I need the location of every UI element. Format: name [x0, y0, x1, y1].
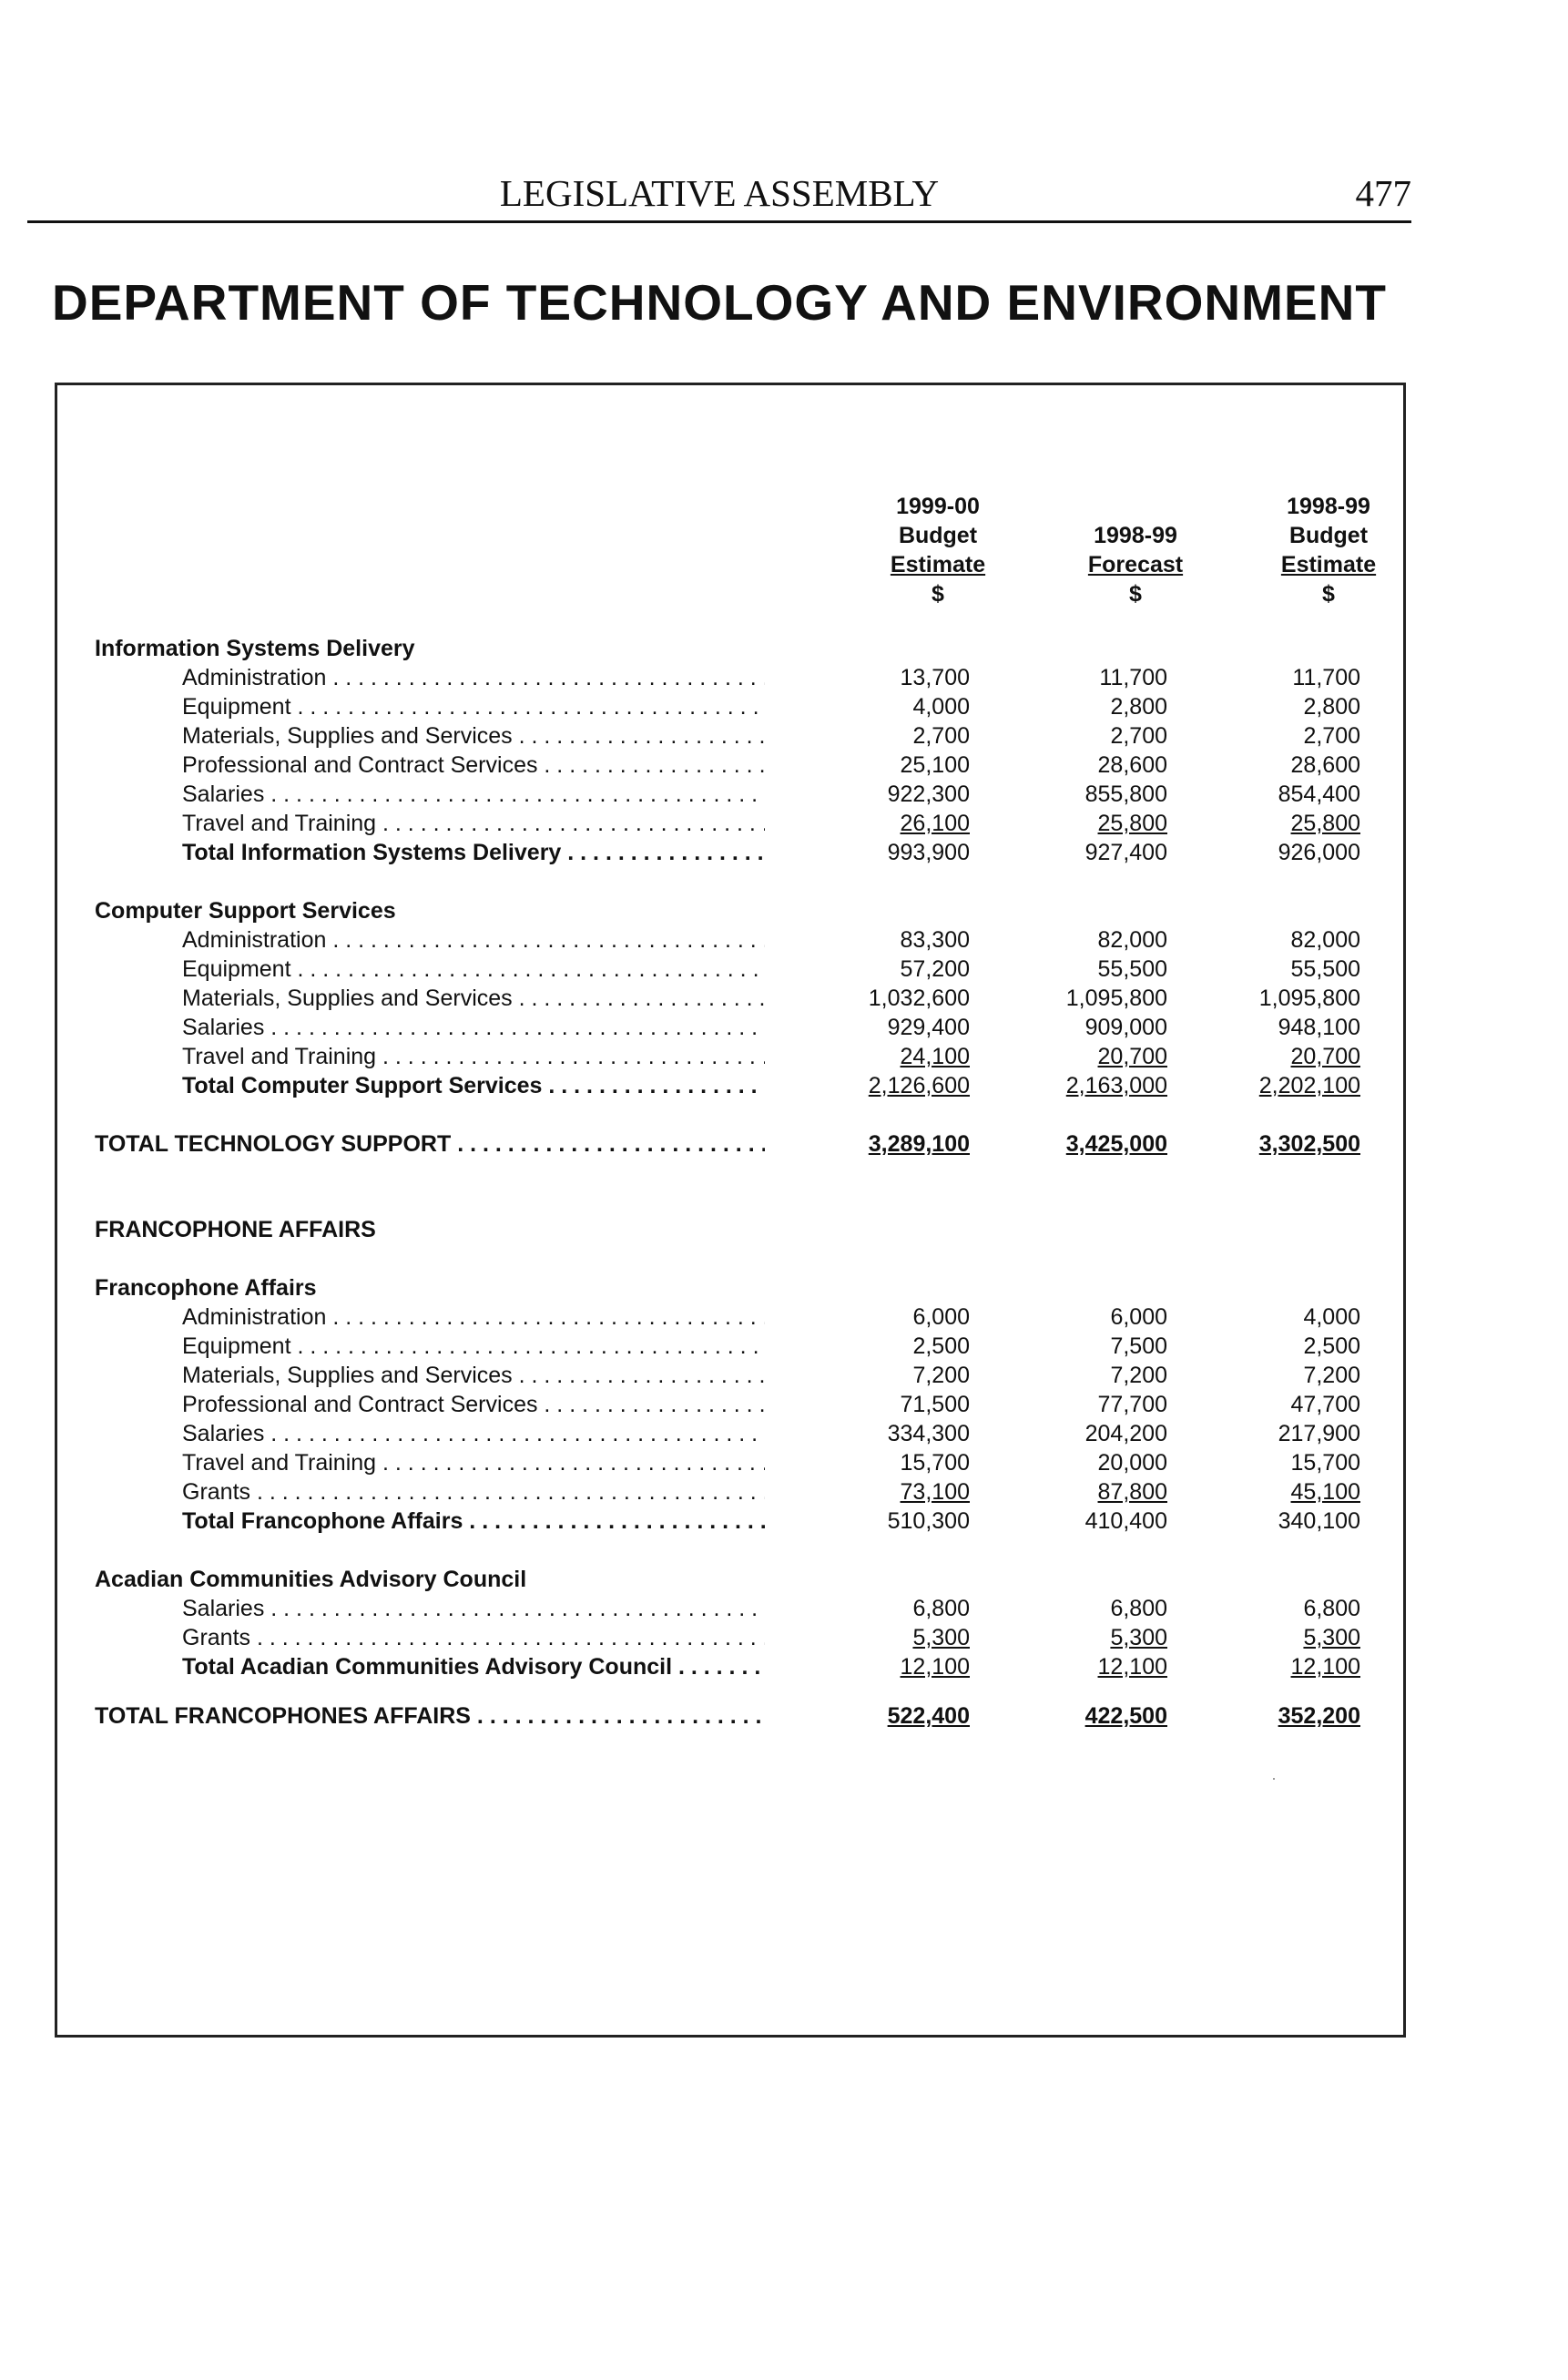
row-value: 5,300: [1110, 1625, 1167, 1650]
subtotal-row: [0, 840, 1568, 869]
row-value: 55,500: [1097, 956, 1167, 982]
row-value: 1,095,800: [1258, 986, 1360, 1011]
row-label: Equipment . . .: [182, 694, 765, 720]
column-header-budget-estimate-1998-99: [1210, 492, 1447, 608]
row-value: 204,200: [1084, 1421, 1167, 1446]
subtotal-row: [0, 1508, 1568, 1537]
grand-total-row: [0, 1703, 1568, 1732]
table-row: [0, 1044, 1568, 1073]
row-value: 7,500: [1110, 1333, 1167, 1359]
group-heading-label: Computer Support Services: [95, 898, 396, 924]
row-value: 5,300: [912, 1625, 970, 1650]
page-number: 477: [1355, 172, 1411, 214]
grand-total-value: 3,425,000: [1065, 1131, 1167, 1157]
subtotal-label: Total Francophone Affairs . . .: [182, 1508, 765, 1535]
row-label: Travel and Training . . .: [182, 1450, 765, 1476]
row-value: 948,100: [1278, 1015, 1360, 1040]
row-label: Travel and Training . . .: [182, 1044, 765, 1070]
row-value: 87,800: [1097, 1479, 1167, 1505]
row-value: 6,800: [1303, 1596, 1360, 1621]
row-value: 25,100: [900, 752, 970, 778]
subtotal-value: 993,900: [887, 840, 970, 865]
column-header-line: 1998-99: [1287, 494, 1370, 519]
row-value: 2,800: [1110, 694, 1167, 720]
row-label: Grants . . .: [182, 1625, 765, 1651]
row-value: 2,700: [1110, 723, 1167, 749]
row-value: 4,000: [1303, 1304, 1360, 1330]
subtotal-value: 926,000: [1278, 840, 1360, 865]
row-value: 77,700: [1097, 1392, 1167, 1417]
scan-speck: [1273, 1778, 1275, 1780]
subtotal-value: 12,100: [900, 1654, 970, 1680]
subtotal-value: 2,202,100: [1258, 1073, 1360, 1098]
subtotal-value: 927,400: [1084, 840, 1167, 865]
row-label: Salaries . . .: [182, 1015, 765, 1041]
grand-total-value: 3,302,500: [1258, 1131, 1360, 1157]
group-heading-label: Francophone Affairs: [95, 1275, 317, 1301]
row-value: 83,300: [900, 927, 970, 953]
table-row: [0, 694, 1568, 723]
subtotal-value: 12,100: [1290, 1654, 1360, 1680]
subtotal-value: 2,126,600: [868, 1073, 970, 1098]
group-heading-label: Information Systems Delivery: [95, 636, 415, 661]
group-heading-label: Acadian Communities Advisory Council: [95, 1567, 527, 1592]
row-value: 217,900: [1278, 1421, 1360, 1446]
column-header-unit: $: [932, 581, 944, 607]
group-heading: [0, 636, 1568, 665]
row-label: Materials, Supplies and Services . . .: [182, 723, 765, 750]
grand-total-row: [0, 1131, 1568, 1160]
row-value: 15,700: [900, 1450, 970, 1476]
row-value: 2,500: [1303, 1333, 1360, 1359]
table-row: [0, 723, 1568, 752]
grand-total-label: TOTAL TECHNOLOGY SUPPORT . . .: [95, 1131, 765, 1158]
row-value: 71,500: [900, 1392, 970, 1417]
row-label: Equipment . . .: [182, 1333, 765, 1360]
row-value: 2,700: [912, 723, 970, 749]
subtotal-value: 12,100: [1097, 1654, 1167, 1680]
table-row: [0, 752, 1568, 781]
table-row: [0, 956, 1568, 986]
row-value: 7,200: [912, 1363, 970, 1388]
row-label: Salaries . . .: [182, 1421, 765, 1447]
row-value: 2,500: [912, 1333, 970, 1359]
row-value: 24,100: [900, 1044, 970, 1069]
row-value: 73,100: [900, 1479, 970, 1505]
subtotal-value: 340,100: [1278, 1508, 1360, 1534]
department-title: DEPARTMENT OF TECHNOLOGY AND ENVIRONMENT: [52, 274, 1387, 331]
row-label: Materials, Supplies and Services . . .: [182, 1363, 765, 1389]
grand-total-value: 422,500: [1084, 1703, 1167, 1729]
row-value: 1,095,800: [1065, 986, 1167, 1011]
row-value: 28,600: [1097, 752, 1167, 778]
row-value: 855,800: [1084, 781, 1167, 807]
table-row: [0, 1421, 1568, 1450]
table-row: [0, 665, 1568, 694]
row-value: 11,700: [1099, 665, 1167, 690]
subtotal-label: Total Information Systems Delivery . . .: [182, 840, 765, 866]
row-value: 47,700: [1290, 1392, 1360, 1417]
row-value: 5,300: [1303, 1625, 1360, 1650]
table-row: [0, 1363, 1568, 1392]
subtotal-row: [0, 1073, 1568, 1102]
row-value: 6,800: [912, 1596, 970, 1621]
grand-total-value: 522,400: [887, 1703, 970, 1729]
row-label: Grants . . .: [182, 1479, 765, 1506]
grand-total-label: TOTAL FRANCOPHONES AFFAIRS . . .: [95, 1703, 765, 1730]
row-value: 2,800: [1303, 694, 1360, 720]
column-header-line: 1999-00: [896, 494, 980, 519]
group-heading: [0, 1567, 1568, 1596]
row-value: 55,500: [1290, 956, 1360, 982]
row-value: 11,700: [1292, 665, 1360, 690]
table-row: [0, 1596, 1568, 1625]
row-value: 922,300: [887, 781, 970, 807]
row-value: 6,000: [912, 1304, 970, 1330]
row-label: Professional and Contract Services . . .: [182, 752, 765, 779]
row-value: 1,032,600: [868, 986, 970, 1011]
table-row: [0, 1015, 1568, 1044]
row-value: 909,000: [1084, 1015, 1167, 1040]
table-row: [0, 1479, 1568, 1508]
section-heading: [0, 1217, 1568, 1246]
row-value: 854,400: [1278, 781, 1360, 807]
column-header-line: Budget: [1288, 523, 1369, 548]
row-value: 7,200: [1303, 1363, 1360, 1388]
running-header: [27, 164, 1411, 223]
subtotal-value: 510,300: [887, 1508, 970, 1534]
table-row: [0, 1450, 1568, 1479]
running-title: LEGISLATIVE ASSEMBLY: [499, 172, 940, 214]
subtotal-label: Total Computer Support Services . . .: [182, 1073, 765, 1099]
group-heading: [0, 1275, 1568, 1304]
row-value: 82,000: [1290, 927, 1360, 953]
column-header-unit: $: [1129, 581, 1142, 607]
row-value: 2,700: [1303, 723, 1360, 749]
table-row: [0, 1392, 1568, 1421]
table-row: [0, 1304, 1568, 1333]
estimates-frame: [55, 383, 1406, 2038]
row-label: Materials, Supplies and Services . . .: [182, 986, 765, 1012]
column-header-unit: $: [1322, 581, 1335, 607]
table-row: [0, 927, 1568, 956]
table-row: [0, 781, 1568, 811]
table-row: [0, 811, 1568, 840]
grand-total-value: 352,200: [1278, 1703, 1360, 1729]
row-value: 20,700: [1097, 1044, 1167, 1069]
row-label: Administration . . .: [182, 927, 765, 954]
subtotal-value: 2,163,000: [1065, 1073, 1167, 1098]
column-header-line: 1998-99: [1094, 523, 1177, 548]
row-value: 20,700: [1290, 1044, 1360, 1069]
row-value: 4,000: [912, 694, 970, 720]
table-row: [0, 1625, 1568, 1654]
row-value: 15,700: [1290, 1450, 1360, 1476]
row-value: 6,800: [1110, 1596, 1167, 1621]
column-header-line: Estimate: [1280, 552, 1377, 577]
row-label: Salaries . . .: [182, 1596, 765, 1622]
subtotal-row: [0, 1654, 1568, 1683]
row-label: Administration . . .: [182, 665, 765, 691]
row-value: 25,800: [1097, 811, 1167, 836]
grand-total-value: 3,289,100: [868, 1131, 970, 1157]
row-value: 28,600: [1290, 752, 1360, 778]
row-value: 334,300: [887, 1421, 970, 1446]
row-value: 7,200: [1110, 1363, 1167, 1388]
table-row: [0, 1333, 1568, 1363]
column-header-line: Estimate: [890, 552, 986, 577]
row-value: 25,800: [1290, 811, 1360, 836]
row-value: 929,400: [887, 1015, 970, 1040]
row-value: 57,200: [900, 956, 970, 982]
row-value: 6,000: [1110, 1304, 1167, 1330]
column-header-line: Budget: [898, 523, 978, 548]
row-value: 26,100: [900, 811, 970, 836]
row-label: Administration . . .: [182, 1304, 765, 1331]
group-heading: [0, 898, 1568, 927]
row-value: 20,000: [1097, 1450, 1167, 1476]
subtotal-value: 410,400: [1084, 1508, 1167, 1534]
column-header-line: Forecast: [1087, 552, 1184, 577]
row-label: Travel and Training . . .: [182, 811, 765, 837]
row-label: Salaries . . .: [182, 781, 765, 808]
row-value: 45,100: [1290, 1479, 1360, 1505]
row-label: Equipment . . .: [182, 956, 765, 983]
table-row: [0, 986, 1568, 1015]
row-label: Professional and Contract Services . . .: [182, 1392, 765, 1418]
subtotal-label: Total Acadian Communities Advisory Council . . .: [182, 1654, 765, 1680]
row-value: 82,000: [1097, 927, 1167, 953]
section-heading-label: FRANCOPHONE AFFAIRS: [95, 1217, 376, 1242]
row-value: 13,700: [900, 665, 970, 690]
